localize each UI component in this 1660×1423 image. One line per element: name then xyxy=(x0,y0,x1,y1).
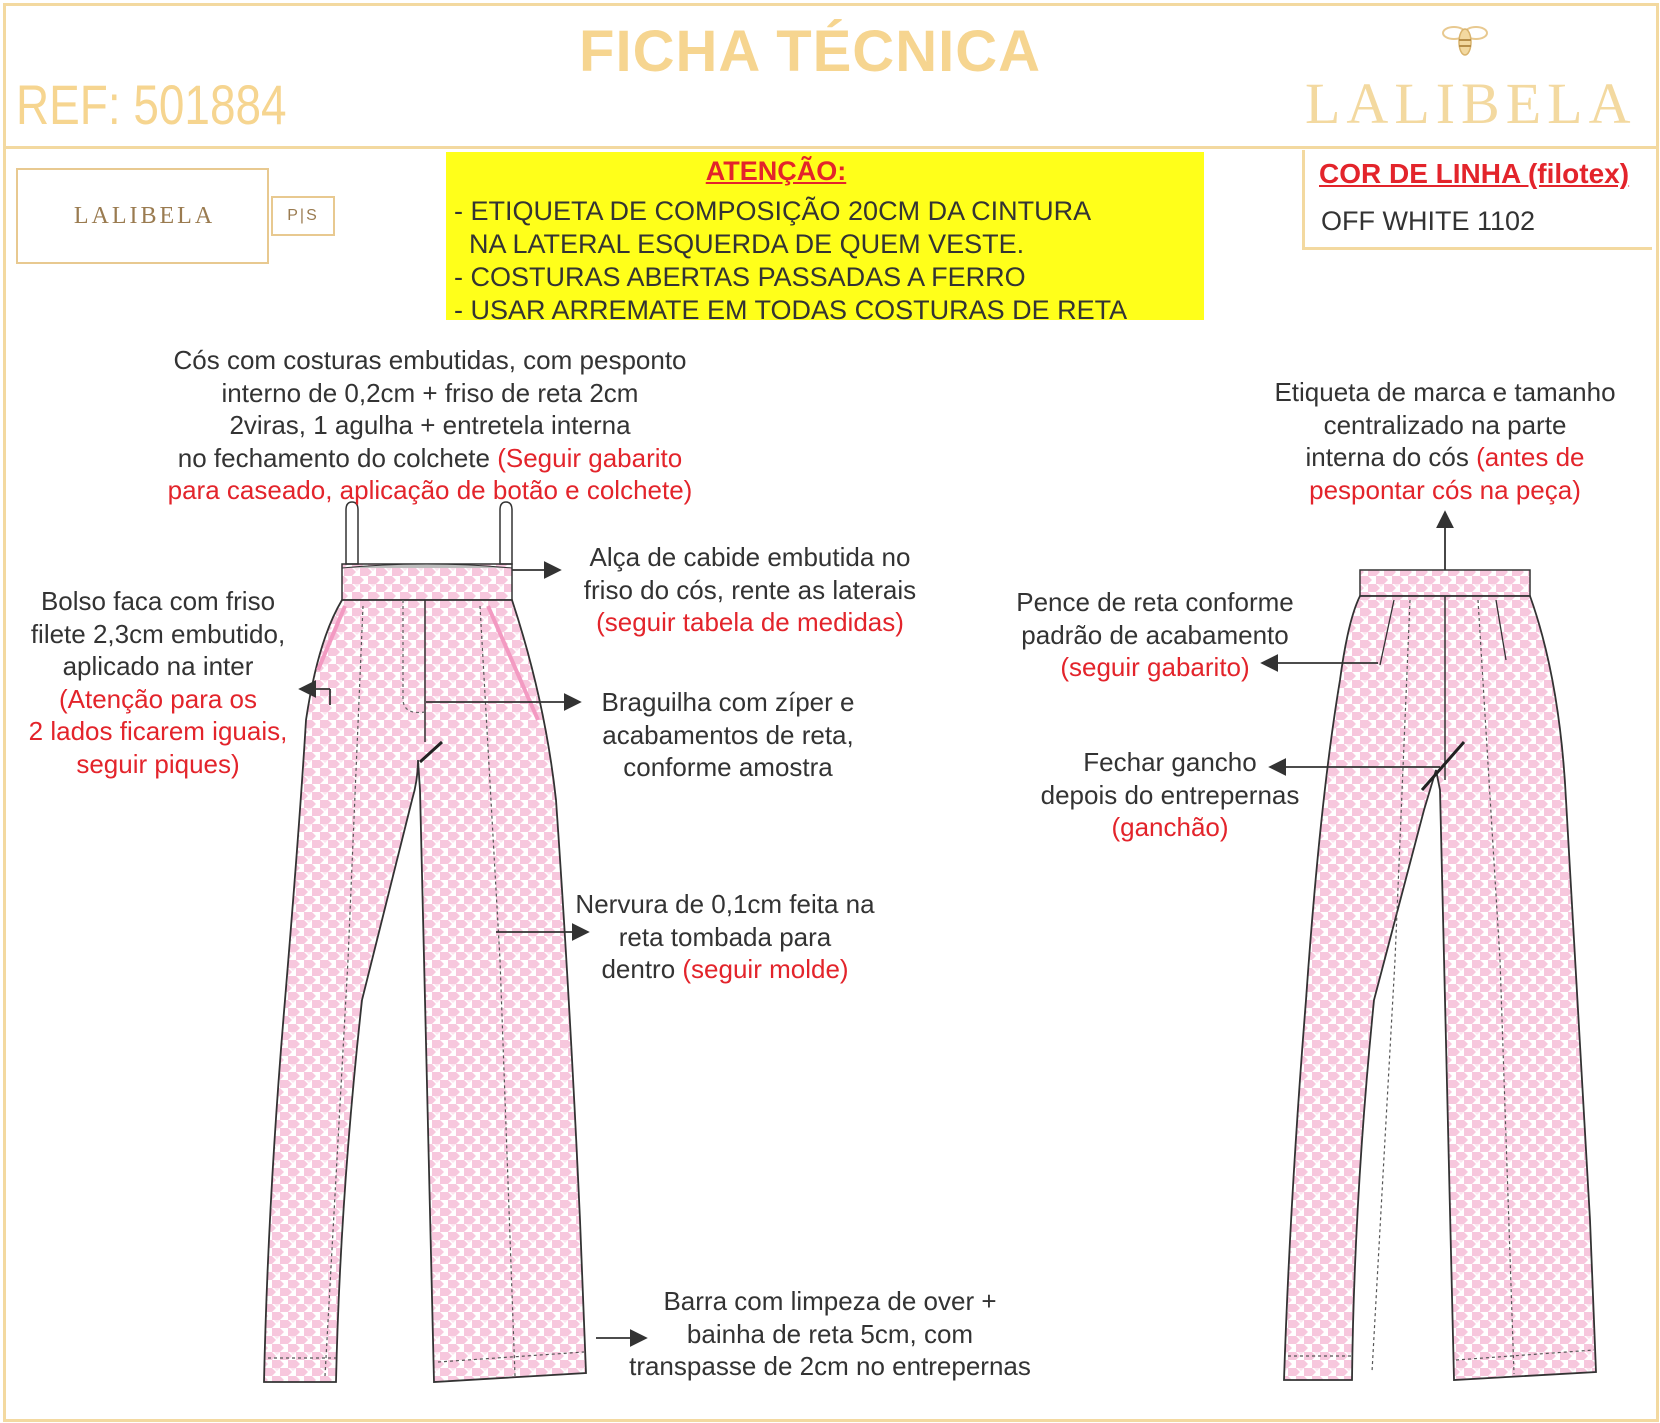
note-line: depois do entrepernas xyxy=(1040,779,1300,810)
note-line: transpasse de 2cm no entrepernas xyxy=(629,1351,1031,1381)
page-title: FICHA TÉCNICA xyxy=(579,19,1041,84)
attention-line: - COSTURAS ABERTAS PASSADAS A FERRO xyxy=(454,262,1026,292)
note-line: para caseado, aplicação de botão e colchete) xyxy=(167,475,693,505)
note-line: padrão de acabamento xyxy=(1021,619,1289,650)
note-line: Fechar gancho xyxy=(1083,747,1257,777)
note-line: 2viras, 1 agulha + entretela interna xyxy=(229,410,631,440)
note-line: Bolso faca com friso xyxy=(40,586,276,616)
note-line: (ganchão) xyxy=(1111,812,1229,842)
note-line: no fechamento do colchete (Seguir gabarito xyxy=(177,442,683,473)
note-line: Braguilha com zíper e xyxy=(601,687,855,717)
waistband-note xyxy=(120,344,740,507)
note-line: bainha de reta 5cm, com xyxy=(686,1318,974,1349)
note-line: Barra com limpeza de over + xyxy=(663,1286,997,1316)
attention-line: - ETIQUETA DE COMPOSIÇÃO 20CM DA CINTURA xyxy=(454,196,1092,226)
note-line: pespontar cós na peça) xyxy=(1309,474,1581,505)
size-tag-text: P|S xyxy=(287,207,319,224)
attention-title: ATENÇÃO: xyxy=(705,156,847,186)
hanger-loop-note xyxy=(560,541,940,639)
note-line: seguir piques) xyxy=(76,748,240,779)
note-line: dentro (seguir molde) xyxy=(601,954,849,984)
note-line: aplicado na inter xyxy=(62,651,254,681)
pocket-note xyxy=(8,585,308,780)
note-line: (seguir gabarito) xyxy=(1060,652,1250,682)
note-line: Alça de cabide embutida no xyxy=(589,542,911,572)
back-waistband xyxy=(1360,570,1530,596)
note-line: reta tombada para xyxy=(618,921,832,952)
thread-color-title: COR DE LINHA (filotex) xyxy=(1319,158,1630,189)
rib-note xyxy=(555,888,895,986)
front-waistband xyxy=(342,564,512,600)
note-line: interna do cós (antes de xyxy=(1305,442,1585,472)
label-brand-text: LALIBELA xyxy=(73,203,216,229)
note-line: (Atenção para os xyxy=(58,683,257,714)
brand-label-note xyxy=(1245,376,1645,506)
hem-note xyxy=(600,1285,1060,1383)
dart-note xyxy=(1000,586,1310,684)
note-line: centralizado na parte xyxy=(1323,409,1567,440)
brand-name: LALIBELA xyxy=(1305,71,1637,136)
note-line: interno de 0,2cm + friso de reta 2cm xyxy=(221,377,639,408)
attention-line: NA LATERAL ESQUERDA DE QUEM VESTE. xyxy=(454,229,1025,259)
attention-line: - USAR ARREMATE EM TODAS COSTURAS DE RETA xyxy=(454,295,1128,325)
crotch-note xyxy=(1010,746,1330,844)
fly-note xyxy=(578,686,878,784)
note-line: filete 2,3cm embutido, xyxy=(30,618,286,649)
hanger-loop-left xyxy=(346,502,358,564)
note-line: Nervura de 0,1cm feita na xyxy=(575,889,875,919)
note-line: Pence de reta conforme xyxy=(1016,587,1294,617)
note-line: Etiqueta de marca e tamanho xyxy=(1274,377,1616,407)
note-line: acabamentos de reta, xyxy=(602,719,854,750)
back-view-pants xyxy=(1284,570,1596,1380)
thread-color-value: OFF WHITE 1102 xyxy=(1321,206,1536,236)
note-line: conforme amostra xyxy=(623,752,833,782)
note-line: Cós com costuras embutidas, com pesponto xyxy=(173,345,687,375)
reference-code: REF: 501884 xyxy=(16,73,287,136)
note-line: (seguir tabela de medidas) xyxy=(596,607,904,637)
hanger-loop-right xyxy=(500,502,512,564)
note-line: friso do cós, rente as laterais xyxy=(583,574,917,605)
note-line: 2 lados ficarem iguais, xyxy=(28,716,288,746)
back-legs xyxy=(1284,596,1596,1380)
front-view-pants xyxy=(264,502,586,1382)
